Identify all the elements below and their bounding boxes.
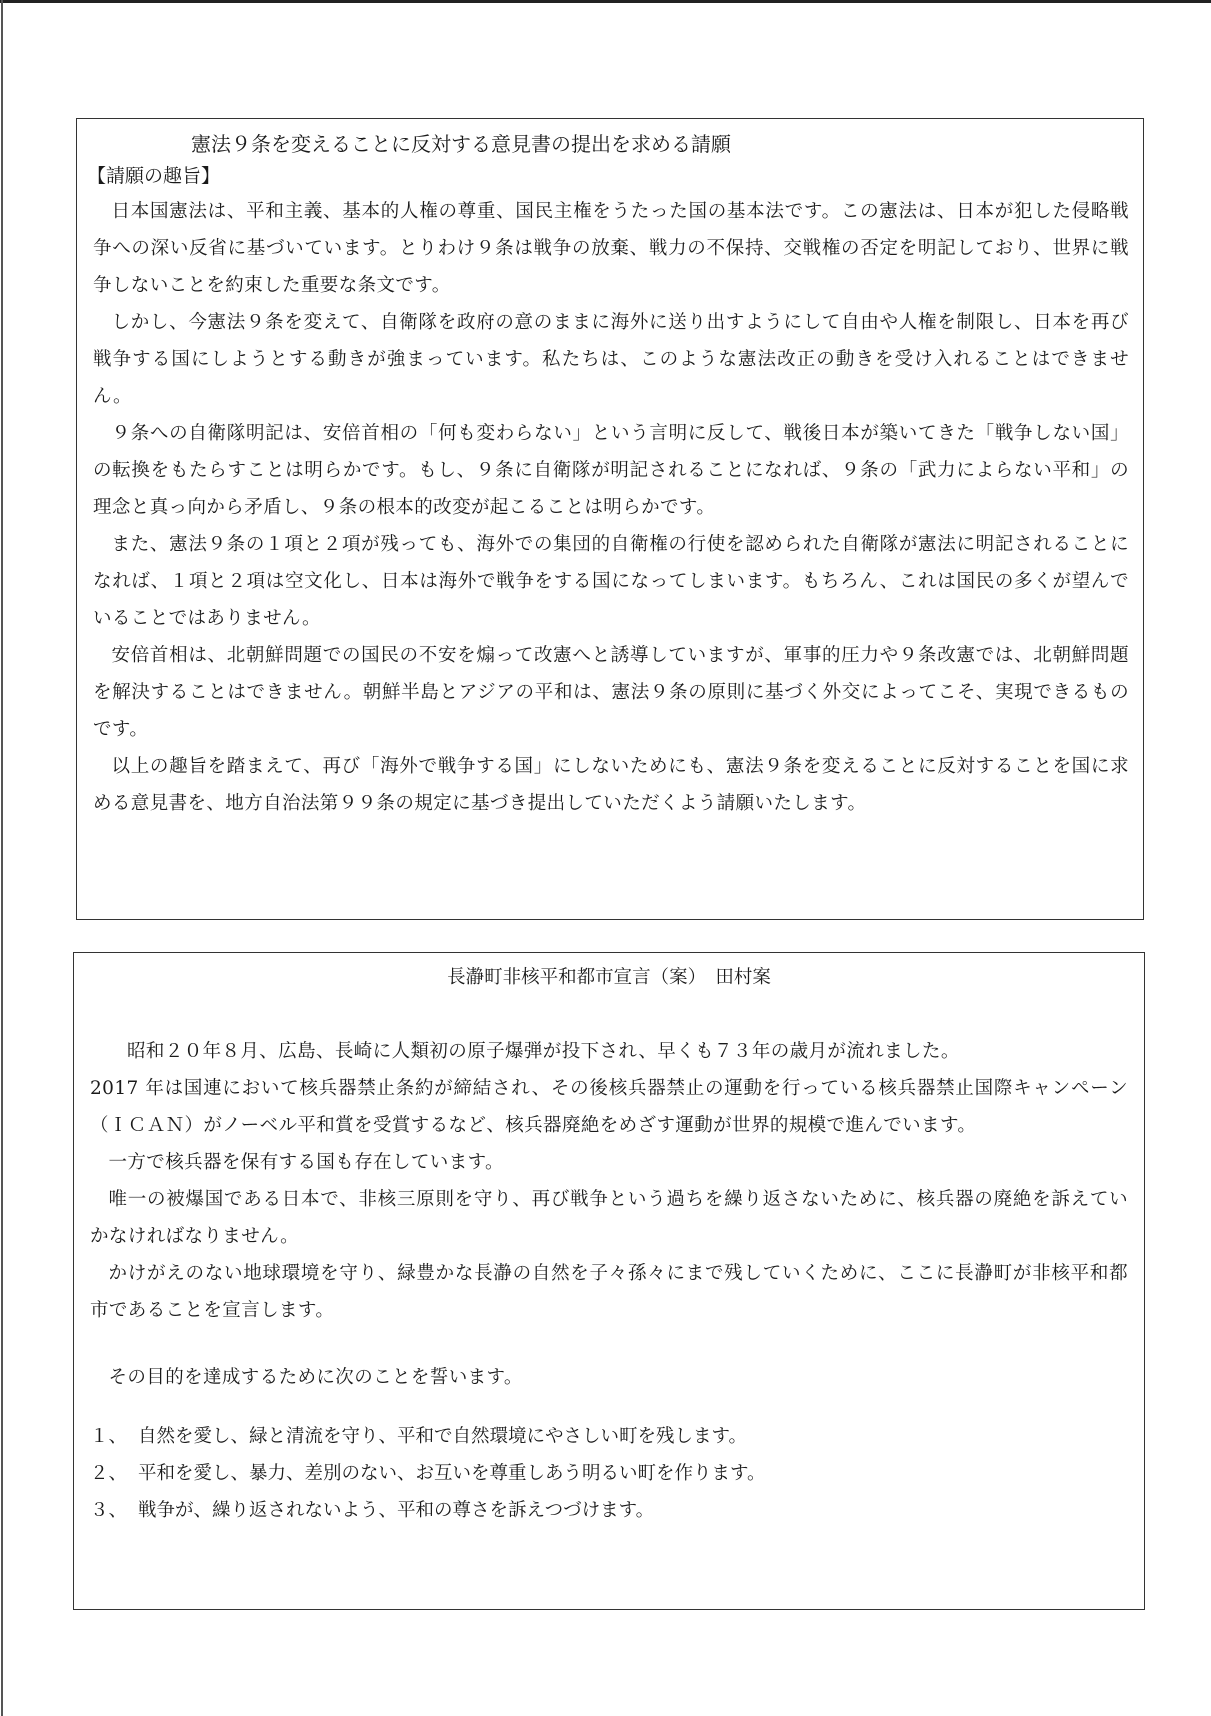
page-top-edge (0, 0, 1211, 3)
pledge-text: 平和を愛し、暴力、差別のない、お互いを尊重しあう明るい町を作ります。 (138, 1463, 766, 1484)
declaration-title: 長瀞町非核平和都市宣言（案） 田村案 (447, 967, 771, 988)
petition-paragraph-2: しかし、今憲法９条を変えて、自衛隊を政府の意のままに海外に送り出すようにして自由や人権を制限し、日本を再び戦争する国にしようとする動きが強まっています。私たちは、このような憲法改正の動きを受け入れることはできません。 (93, 312, 1129, 407)
declaration-box (73, 952, 1145, 1610)
petition-box (76, 118, 1144, 920)
petition-paragraph-6: 以上の趣旨を踏まえて、再び「海外で戦争する国」にしないためにも、憲法９条を変えることに反対することを国に求める意見書を、地方自治法第９９条の規定に基づき提出していただくよう請願いたします。 (93, 756, 1129, 814)
petition-section-heading: 【請願の趣旨】 (87, 165, 221, 187)
pledge-text: 戦争が、繰り返されないよう、平和の尊さを訴えつづけます。 (138, 1500, 655, 1521)
pledge-text: 自然を愛し、緑と清流を守り、平和で自然環境にやさしい町を残します。 (138, 1426, 748, 1447)
pledge-number: ３、 (90, 1500, 128, 1521)
pledge-number: ２、 (90, 1463, 128, 1484)
petition-title: 憲法９条を変えることに反対する意見書の提出を求める請願 (191, 132, 731, 156)
declaration-paragraph-2: 2017 年は国連において核兵器禁止条約が締結され、その後核兵器禁止の運動を行っている核兵器禁止国際キャンペーン（ＩＣＡＮ）がノーベル平和賞を受賞するなど、核兵器廃絶をめざす運動が世界的規模で進んでいます。 (90, 1078, 1128, 1136)
pledge-item (90, 1455, 1128, 1492)
page-left-edge (1, 0, 3, 1716)
pledge-item (90, 1418, 1128, 1455)
spacer (90, 1396, 1128, 1418)
petition-paragraph-5: 安倍首相は、北朝鮮問題での国民の不安を煽って改憲へと誘導していますが、軍事的圧力や９条改憲では、北朝鮮問題を解決することはできません。朝鮮半島とアジアの平和は、憲法９条の原則に基づく外交によってこそ、実現できるものです。 (93, 645, 1129, 740)
declaration-paragraph-4: 唯一の被爆国である日本で、非核三原則を守り、再び戦争という過ちを繰り返さないために、核兵器の廃絶を訴えていかなければなりません。 (90, 1189, 1128, 1247)
declaration-paragraph-5: かけがえのない地球環境を守り、緑豊かな長瀞の自然を子々孫々にまで残していくために、ここに長瀞町が非核平和都市であることを宣言します。 (90, 1263, 1128, 1321)
petition-paragraph-3: ９条への自衛隊明記は、安倍首相の「何も変わらない」という言明に反して、戦後日本が築いてきた「戦争しない国」の転換をもたらすことは明らかです。もし、９条に自衛隊が明記されることになれば、９条の「武力によらない平和」の理念と真っ向から矛盾し、９条の根本的改変が起こることは明らかです。 (93, 423, 1129, 518)
declaration-paragraph-1: 昭和２０年８月、広島、長崎に人類初の原子爆弾が投下され、早くも７３年の歳月が流れました。 (127, 1041, 960, 1062)
pledge-number: １、 (90, 1426, 128, 1447)
petition-paragraph-4: また、憲法９条の１項と２項が残っても、海外での集団的自衛権の行使を認められた自衛隊が憲法に明記されることになれば、１項と２項は空文化し、日本は海外で戦争をする国になってしまいます。もちろん、これは国民の多くが望んでいることではありません。 (93, 534, 1129, 629)
declaration-paragraph-3: 一方で核兵器を保有する国も存在しています。 (108, 1152, 504, 1173)
pledge-item (90, 1492, 1128, 1529)
pledge-intro: その目的を達成するために次のことを誓います。 (108, 1367, 523, 1388)
petition-paragraph-1: 日本国憲法は、平和主義、基本的人権の尊重、国民主権をうたった国の基本法です。この憲法は、日本が犯した侵略戦争への深い反省に基づいています。とりわけ９条は戦争の放棄、戦力の不保持、交戦権の否定を明記しており、世界に戦争しないことを約束した重要な条文です。 (93, 201, 1129, 296)
pledge-list (90, 1418, 1128, 1529)
spacer (90, 1329, 1128, 1359)
